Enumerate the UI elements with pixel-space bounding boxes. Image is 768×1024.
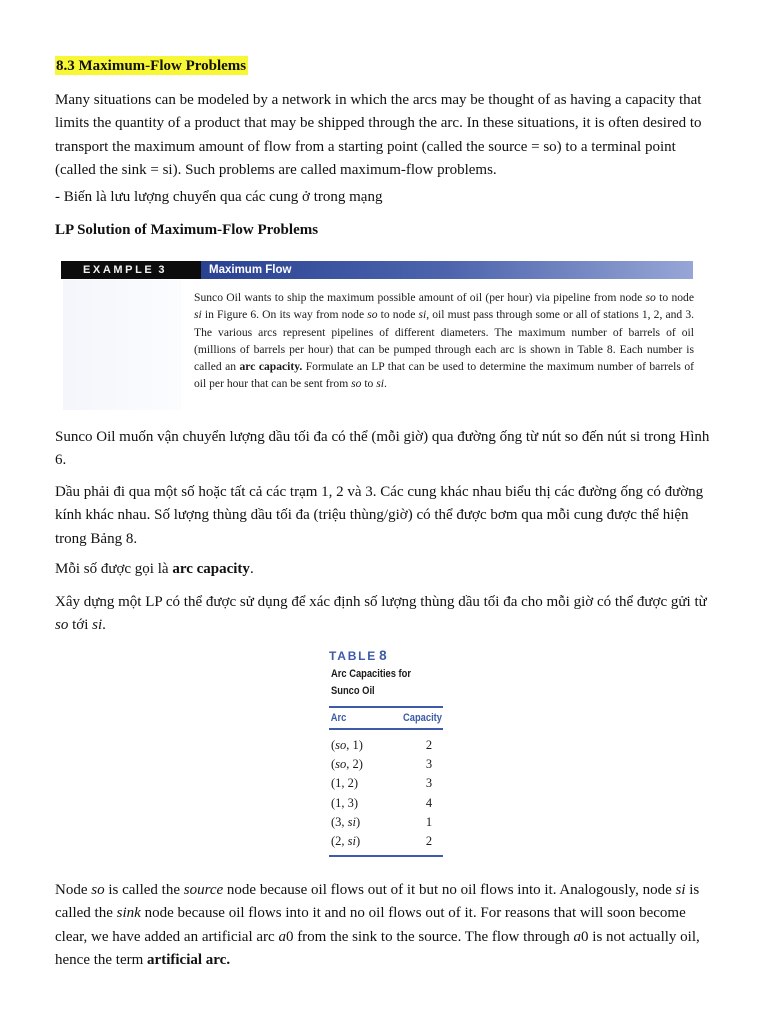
section-title: 8.3 Maximum-Flow Problems	[56, 58, 247, 74]
example-label	[61, 261, 201, 279]
example-number: 3	[158, 264, 166, 276]
table-cell-arc: (so, 1)	[331, 737, 363, 752]
table-row	[329, 755, 443, 774]
table-row	[329, 774, 443, 793]
table-number: 8	[379, 648, 388, 663]
table-row	[329, 813, 443, 832]
table-cell-capacity: 3	[425, 776, 433, 791]
table-header-capacity: Capacity	[403, 712, 442, 724]
vn-paragraph-3: Mỗi số được gọi là arc capacity.	[55, 561, 254, 577]
table-cell-arc: (3, si)	[331, 814, 361, 829]
vn-paragraph-1: Sunco Oil muốn vận chuyển lượng dầu tối đa có thể (mỗi giờ) qua đường ống từ nút so đến nút si trong Hình 6.	[55, 429, 710, 469]
closing-paragraph: Node so is called the source node because oil flows out of it but no oil flows into it. Analogously, node si is called the sink node because oil flows into it and no oil flows out of it. For reasons that will soon become clear, we have added an artificial arc a0 from the sink to the source. The flow through a0 is not actually oil, hence the term artificial arc.	[55, 882, 700, 968]
table-cell-arc: (1, 3)	[331, 795, 359, 810]
table-cell-arc: (1, 2)	[331, 776, 359, 791]
table-cell-capacity: 1	[425, 814, 433, 829]
example-body: Sunco Oil wants to ship the maximum possible amount of oil (per hour) via pipeline from node so to node si in Figure 6. On its way from node so to node si, oil must pass through some or all of stations 1, 2, and 3. The various arcs represent pipelines of different diameters. The maximum number of barrels of oil (millions of barrels per hour) that can be pumped through each arc is shown in Table 8. Each number is called an arc capacity. Formulate an LP that can be used to determine the maximum number of barrels of oil per hour that can be sent from so to si.	[194, 291, 695, 391]
lp-solution-heading: LP Solution of Maximum-Flow Problems	[55, 222, 319, 238]
table-8	[329, 648, 443, 857]
table-label: TABLE 8	[329, 648, 388, 663]
table-cell-arc: (so, 2)	[331, 756, 363, 771]
table-cell-capacity: 4	[425, 795, 433, 810]
vn-paragraph-4: Xây dựng một LP có thể được sử dụng để xác định số lượng thùng dầu tối đa cho mỗi giờ có thể được gửi từ so tới si.	[55, 594, 707, 634]
table-cell-capacity: 2	[425, 834, 433, 849]
table-row	[329, 736, 443, 755]
intro-paragraph: Many situations can be modeled by a network in which the arcs may be thought of as having a capacity that limits the quantity of a product that may be shipped through the arc. In these situations, it is often desired to transport the maximum amount of flow from a starting point (called the source = so) to a terminal point (called the sink = si). Such problems are called maximum-flow problems.	[55, 92, 702, 178]
table-row	[329, 793, 443, 812]
variable-note: - Biến là lưu lượng chuyển qua các cung ở trong mạng	[55, 189, 383, 205]
arc-capacity-term: arc capacity.	[239, 360, 303, 374]
vn-paragraph-2: Dầu phải đi qua một số hoặc tất cả các trạm 1, 2 và 3. Các cung khác nhau biểu thị các đường ống có đường kính khác nhau. Số lượng thùng dầu tối đa (triệu thùng/giờ) có thể được bơm qua mỗi cung được thể hiện trong Bảng 8.	[55, 484, 704, 547]
example-label-text: EXAMPLE	[83, 264, 155, 276]
table-cell-capacity: 3	[425, 756, 433, 771]
table-header-arc: Arc	[330, 712, 347, 724]
table-body	[329, 730, 443, 852]
table-cell-capacity: 2	[425, 737, 433, 752]
example-title: Maximum Flow	[201, 261, 693, 279]
example-header	[61, 261, 693, 279]
table-header-row	[329, 708, 443, 728]
table-bottom-rule	[329, 855, 443, 857]
table-cell-arc: (2, si)	[331, 834, 361, 849]
table-caption: Arc Capacities for Sunco Oil	[331, 668, 412, 697]
example-margin-strip	[63, 280, 181, 410]
table-row	[329, 832, 443, 851]
